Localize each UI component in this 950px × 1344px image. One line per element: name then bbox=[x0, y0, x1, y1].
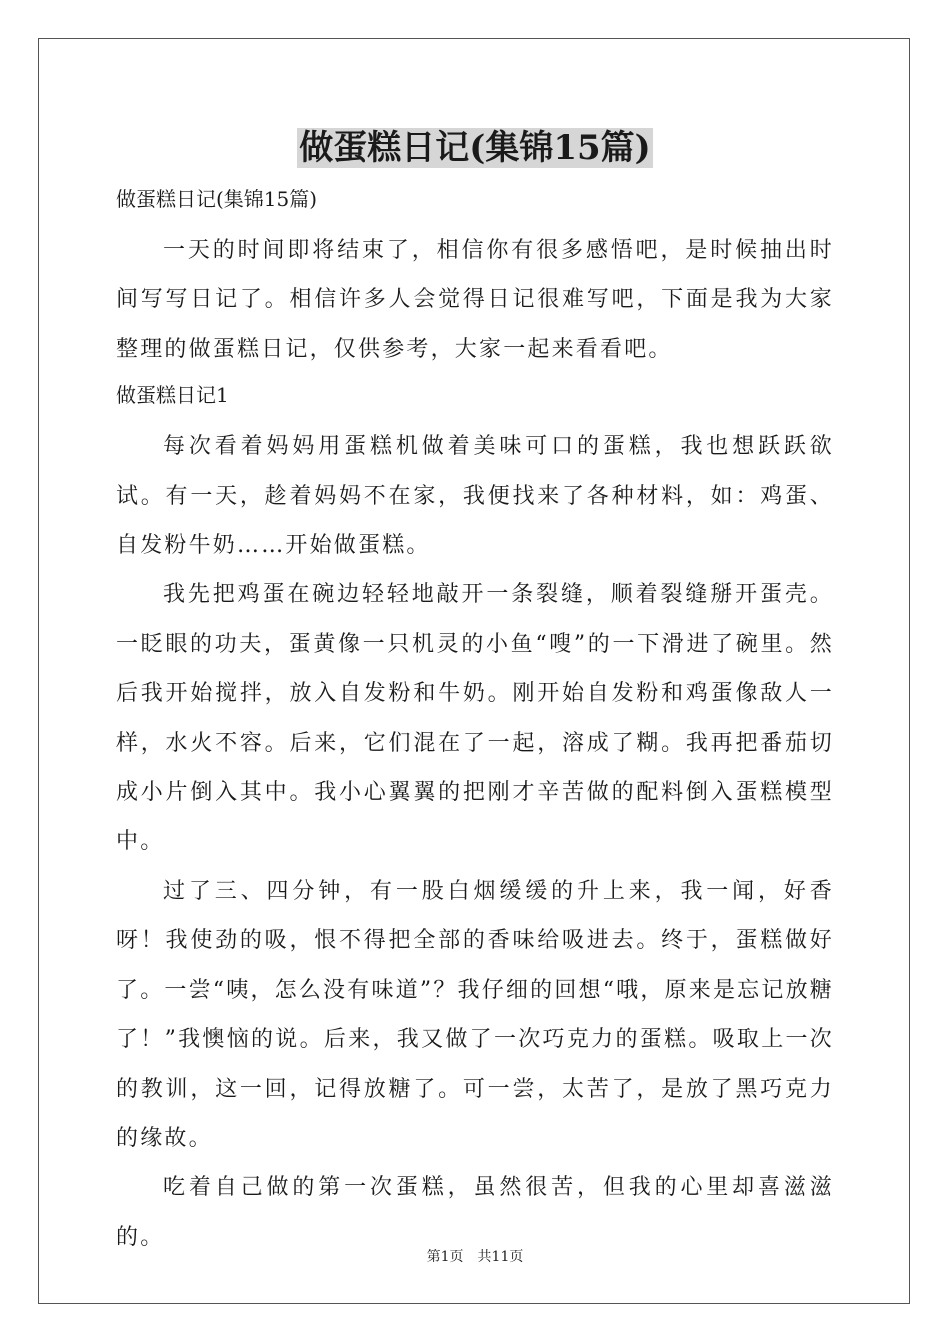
body-paragraph-4: 吃着自己做的第一次蛋糕，虽然很苦，但我的心里却喜滋滋的。 bbox=[116, 1175, 834, 1250]
body-paragraph-3: 过了三、四分钟，有一股白烟缓缓的升上来，我一闻，好香呀！我使劲的吸，恨不得把全部的香味给吸进去。终于，蛋糕做好了。一尝“咦，怎么没有味道”？我仔细的回想“哦，原来是忘记放糖了！”我懊恼的说。后来，我又做了一次巧克力的蛋糕。吸取上一次的教训，这一回，记得放糖了。可一尝，太苦了，是放了黑巧克力的缘故。 bbox=[116, 878, 834, 1151]
page-footer bbox=[0, 1247, 950, 1267]
intro-paragraph: 一天的时间即将结束了，相信你有很多感悟吧，是时候抽出时间写写日记了。相信许多人会觉得日记很难写吧，下面是我为大家整理的做蛋糕日记，仅供参考，大家一起来看看吧。 bbox=[116, 238, 834, 362]
subtitle-line: 做蛋糕日记(集锦15篇) bbox=[116, 187, 318, 211]
section-heading: 做蛋糕日记1 bbox=[116, 383, 229, 408]
page-total: 共11页 bbox=[477, 1249, 524, 1265]
body-paragraph-2: 我先把鸡蛋在碗边轻轻地敲开一条裂缝，顺着裂缝掰开蛋壳。一眨眼的功夫，蛋黄像一只机灵的小鱼“嗖”的一下滑进了碗里。然后我开始搅拌，放入自发粉和牛奶。刚开始自发粉和鸡蛋像敌人一样，水火不容。后来，它们混在了一起，溶成了糊。我再把番茄切成小片倒入其中。我小心翼翼的把刚才辛苦做的配料倒入蛋糕模型中。 bbox=[116, 582, 834, 855]
document-body bbox=[116, 178, 834, 1262]
page-number: 第1页 bbox=[426, 1249, 464, 1265]
document-title bbox=[0, 126, 950, 170]
document-title-text: 做蛋糕日记(集锦15篇) bbox=[299, 128, 651, 168]
body-paragraph-1: 每次看着妈妈用蛋糕机做着美味可口的蛋糕，我也想跃跃欲试。有一天，趁着妈妈不在家，我便找来了各种材料，如：鸡蛋、自发粉牛奶……开始做蛋糕。 bbox=[116, 434, 834, 559]
